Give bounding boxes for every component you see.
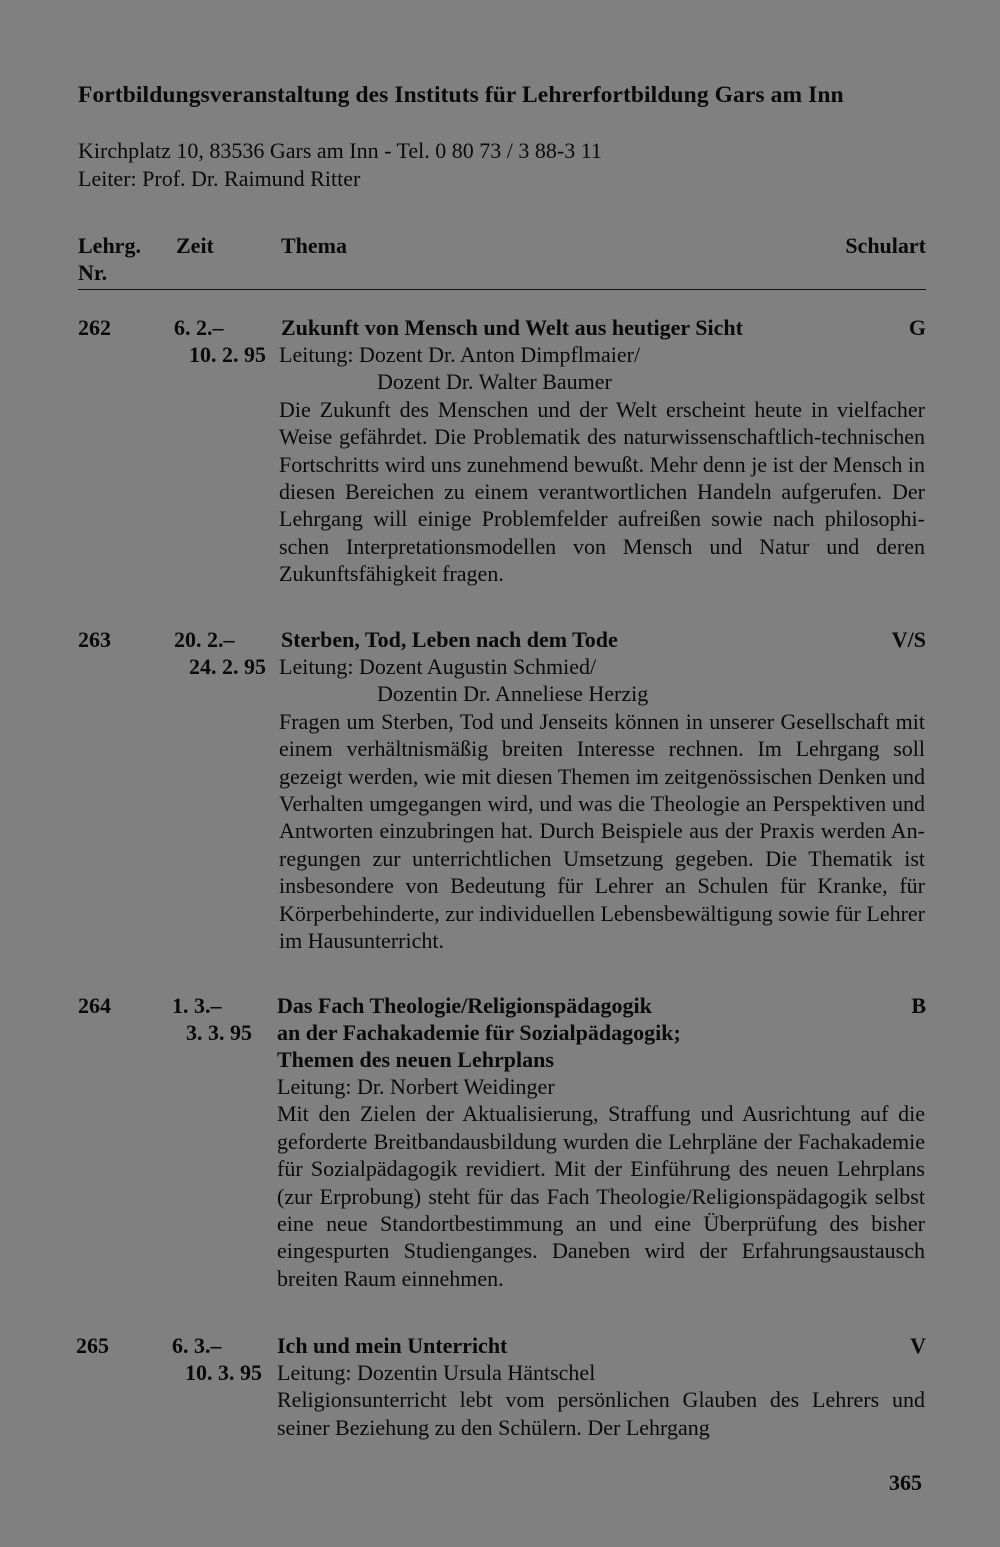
header-director: Leiter: Prof. Dr. Raimund Ritter xyxy=(78,166,361,191)
column-header-zeit: Zeit xyxy=(176,233,214,258)
entry-leitung: Leitung: Dozent Dr. Anton Dimpflmaier/ xyxy=(279,342,641,367)
entry-date-to: 10. 2. 95 xyxy=(189,342,266,367)
column-header-nr xyxy=(78,232,141,286)
entry-title-line1: Das Fach Theologie/Religionspädagogik xyxy=(277,993,652,1018)
entry-title: Sterben, Tod, Leben nach dem Tode xyxy=(281,627,618,652)
entry-leitung: Leitung: Dr. Norbert Weidinger xyxy=(277,1074,555,1099)
entry-schulart: G xyxy=(908,315,926,340)
entry-number: 263 xyxy=(78,627,111,652)
header-address: Kirchplatz 10, 83536 Gars am Inn - Tel. 0 80 73 / 3 88-3 11 xyxy=(78,138,602,163)
entry-body xyxy=(277,1073,925,1292)
entry-leitung: Leitung: Dozent Augustin Schmied/ xyxy=(279,654,597,679)
entry-leitung-second: Dozent Dr. Walter Baumer xyxy=(377,369,612,395)
entry-leitung: Leitung: Dozentin Ursula Häntschel xyxy=(277,1360,596,1385)
entry-body xyxy=(279,653,925,954)
entry-date-from: 6. 2.– xyxy=(174,315,224,340)
entry-number: 264 xyxy=(78,993,111,1018)
column-header-nr-line1: Lehrg. xyxy=(78,233,141,258)
page-number: 365 xyxy=(889,1470,922,1495)
entry-number: 262 xyxy=(78,315,111,340)
entry-description: Mit den Zielen der Aktualisierung, Straffung und Ausrichtung auf die geforderte Breitbandausbildung wurden die Lehrpläne der Fachakademie für Sozialpädagogik revidiert. Mit der Einführung des neuen Lehrplans (zur Erprobung) steht für das Fach Theologie/Religionspädagogik selbst eine neue Standortbestimmung an und eine Überprüfung des bisher eingespurten Studienganges. Daneben wird der Erfahrungsaustausch breiten Raum einnehmen. xyxy=(277,1101,925,1291)
header-rule xyxy=(78,289,926,290)
entry-description: Die Zukunft des Menschen und der Welt erscheint heute in vielfacher Weise gefährdet. Die Problematik des naturwissenschaftlich-technischen Fortschritts wird uns zunehmend bewußt. Mehr denn je ist der Mensch in diesen Bereichen zu einem verantwortlichen Handeln aufgerufen. Der Lehrgang will einige Problemfelder aufreißen sowie nach philosophischen Interpretationsmodellen von Mensch und Natur und deren Zukunftsfähigkeit fragen. xyxy=(279,396,925,587)
entry-date-to: 3. 3. 95 xyxy=(186,1020,252,1045)
entry-schulart: B xyxy=(911,993,926,1018)
entry-number: 265 xyxy=(76,1333,109,1358)
header-title: Fortbildungsveranstaltung des Instituts für Lehrerfortbildung Gars am Inn xyxy=(78,82,844,108)
entry-date-to: 10. 3. 95 xyxy=(185,1360,262,1385)
entry-leitung-second: Dozentin Dr. Anneliese Herzig xyxy=(377,681,649,707)
column-header-schulart: Schulart xyxy=(845,233,926,258)
entry-description: Religionsunterricht lebt vom persönlichen Glauben des Lehrers und seiner Beziehung zu den Schülern. Der Lehrgang xyxy=(277,1387,925,1440)
entry-date-from: 1. 3.– xyxy=(172,993,222,1018)
entry-title-line2: an der Fachakademie für Sozialpädagogik; xyxy=(277,1020,681,1045)
column-header-thema: Thema xyxy=(281,233,347,258)
entry-date-from: 6. 3.– xyxy=(172,1333,222,1358)
entry-date-from: 20. 2.– xyxy=(174,627,235,652)
entry-schulart: V/S xyxy=(891,627,926,652)
entry-schulart: V xyxy=(910,1333,926,1358)
entry-title: Zukunft von Mensch und Welt aus heutiger Sicht xyxy=(281,315,743,340)
entry-body xyxy=(277,1359,925,1441)
entry-description: Fragen um Sterben, Tod und Jenseits können in unserer Gesellschaft mit einem verhältnismäßig breiten Interesse rechnen. Im Lehrgang soll gezeigt werden, wie mit diesen Themen im zeitgenössischen Denken und Verhalten umgegangen wird, und was die Theologie an Perspektiven und Antworten einzubringen hat. Durch Beispiele aus der Praxis werden Anregungen zur unterrichtlichen Umsetzung gegeben. Die Thematik ist insbesondere von Bedeutung für Lehrer an Schulen für Kranke, für Körperbehinderte, zur individuellen Lebensbewältigung sowie für Lehrer im Hausunterricht. xyxy=(279,708,925,954)
column-header-nr-line2: Nr. xyxy=(78,260,108,285)
entry-title: Ich und mein Unterricht xyxy=(277,1333,508,1358)
entry-date-to: 24. 2. 95 xyxy=(189,654,266,679)
entry-body xyxy=(279,341,925,588)
entry-title-line3: Themen des neuen Lehrplans xyxy=(277,1047,554,1072)
